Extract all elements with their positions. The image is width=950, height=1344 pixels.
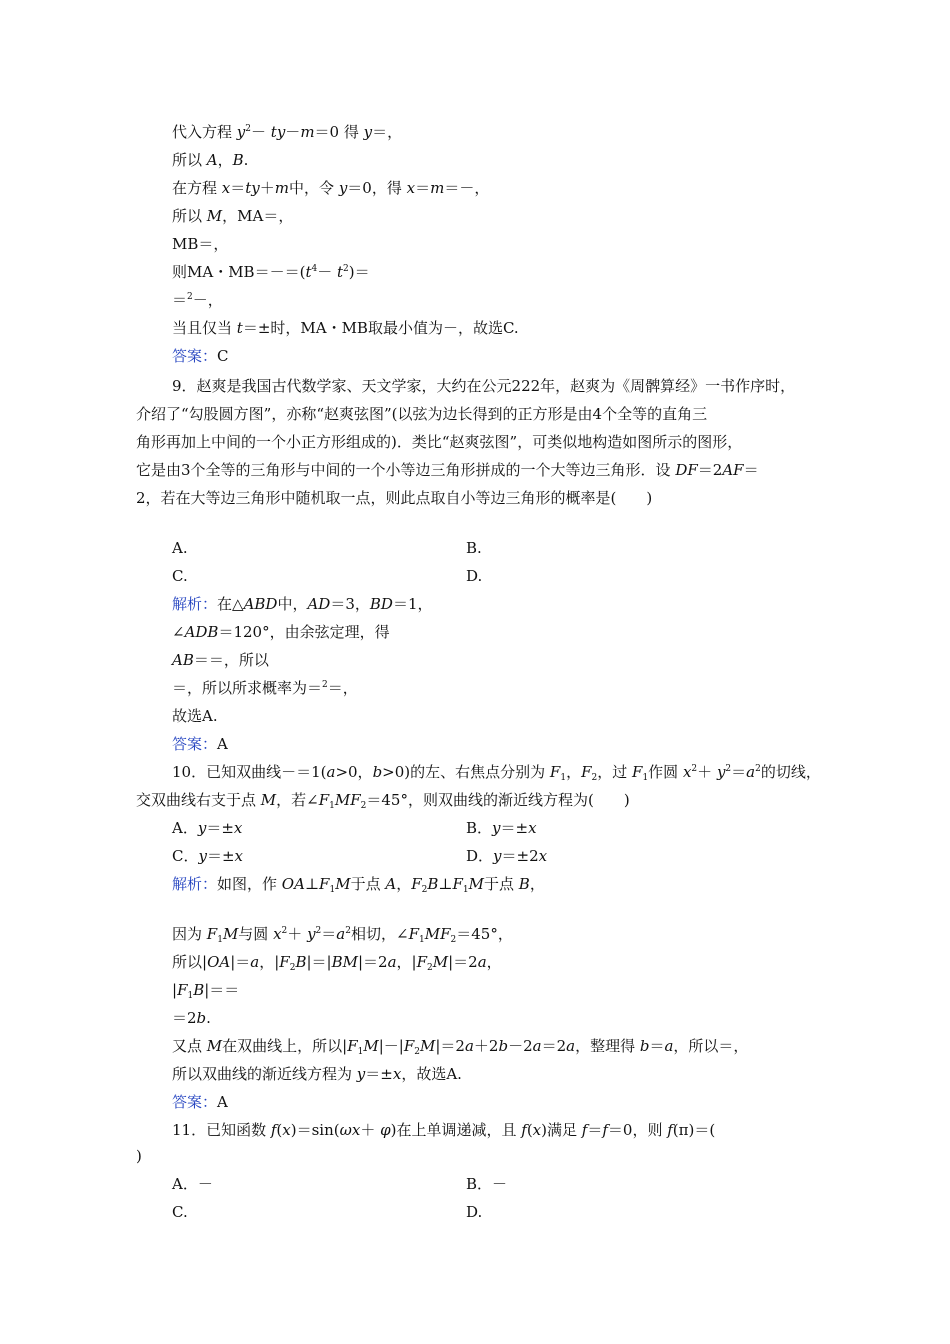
option-d: D. [466,567,483,585]
solution-label: 解析： [172,875,218,893]
solution-line: 所以 M，MA＝， [172,207,294,225]
answer-label: 答案： [172,347,218,365]
question-9-text: 2，若在大等边三角形中随机取一点，则此点取自小等边三角形的概率是( ) [136,489,653,507]
answer-value: A [217,735,228,753]
solution-line: 因为 $F_1M$与圆 $x^2+ y^2=a^2$相切，$\angle F_1MF_2=45^\circ$， [172,925,513,945]
question-10-text: 交双曲线右支于点 M，若$\angle F_1MF_2=45^\circ$，则双曲线的渐近线方程为( ) [136,791,630,811]
option-d: D．y＝±2x [466,847,548,865]
solution-line: 则MA・$MB=-=(t^4- t^2)=$ [172,263,370,281]
answer-line [172,734,228,754]
option-c: C．y＝±x [172,847,244,865]
solution-line: 代入方程 $y^2- ty-m=0$ 得 y＝， [172,123,403,141]
question-9-text: 它是由3个全等的三角形与中间的一个小等边三角形拼成的一个大等边三角形．设 DF＝2AF＝ [136,461,759,479]
answer-value: C [217,347,229,365]
option-a: A. [172,539,188,557]
solution-line: 解析：在△ABD中，AD＝3，BD＝1， [172,595,433,613]
answer-line [172,1092,228,1112]
option-c: C. [172,1203,188,1221]
option-b: B．y＝±x [466,819,537,837]
answer-label: 答案： [172,1093,218,1111]
solution-line: MB＝， [172,235,229,253]
question-11-text: 11．已知函数 f(x)＝sin(ωx＋ φ)在上单调递减，且 f(x)满足 f＝f＝0，则 f(π)＝( [172,1121,716,1139]
answer-label: 答案： [172,735,218,753]
solution-line: ＝$^2$－， [172,291,223,309]
answer-line [172,346,229,366]
solution-line: ∠ADB＝120°，由余弦定理，得 [172,623,390,641]
solution-label: 解析： [172,595,218,613]
question-9-text: 9．赵爽是我国古代数学家、天文学家，大约在公元222年，赵爽为《周髀算经》一书作序时， [172,377,796,395]
answer-value: A [217,1093,228,1111]
option-a: A．y＝±x [172,819,243,837]
solution-line: 所以 A，B. [172,151,249,169]
question-11-text: ) [136,1147,142,1165]
solution-line: ＝2b. [172,1009,211,1027]
option-c: C. [172,567,188,585]
solution-line: 当且仅当 t＝±时，MA・MB取最小值为－，故选C. [172,319,519,337]
solution-line: 解析：如图，作 $OA\perp F_1M$于点 A，$F_2B\perp F_1M$于点 B， [172,875,545,895]
solution-line: ＝，所以所求概率为＝$^2$＝， [172,679,358,697]
solution-line: $|F_1B|==$ [172,981,240,1001]
option-a: A．－ [172,1175,213,1193]
solution-line: 又点 M在双曲线上，所以$|F_1M|-|F_2M|=2a+2b-2a=2a$，整理得 b＝a，所以＝， [172,1037,749,1057]
option-b: B．－ [466,1175,508,1193]
solution-line: 故选A. [172,707,218,725]
option-d: D. [466,1203,483,1221]
question-10-text: 10．已知双曲线－＝1(a>0，b>0)的左、右焦点分别为 $F_1$，$F_2$，过 $F_1$作圆 $x^2+ y^2=a^2$的切线， [172,763,821,783]
question-9-text: 角形再加上中间的一个小正方形组成的)．类比“赵爽弦图”，可类似地构造如图所示的图形， [136,433,743,451]
solution-line: 在方程 x＝ty＋m中，令 y＝0，得 x＝m＝－， [172,179,490,197]
solution-line: AB＝＝，所以 [172,651,269,669]
question-9-text: 介绍了“勾股圆方图”，亦称“赵爽弦图”(以弦为边长得到的正方形是由4个全等的直角三 [136,405,708,423]
solution-line: 所以双曲线的渐近线方程为 y＝±x，故选A. [172,1065,462,1083]
option-b: B. [466,539,482,557]
solution-line: 所以|OA|＝a，$|F_2B|=|BM|=2a$，$|F_2M|=2a$， [172,953,502,973]
